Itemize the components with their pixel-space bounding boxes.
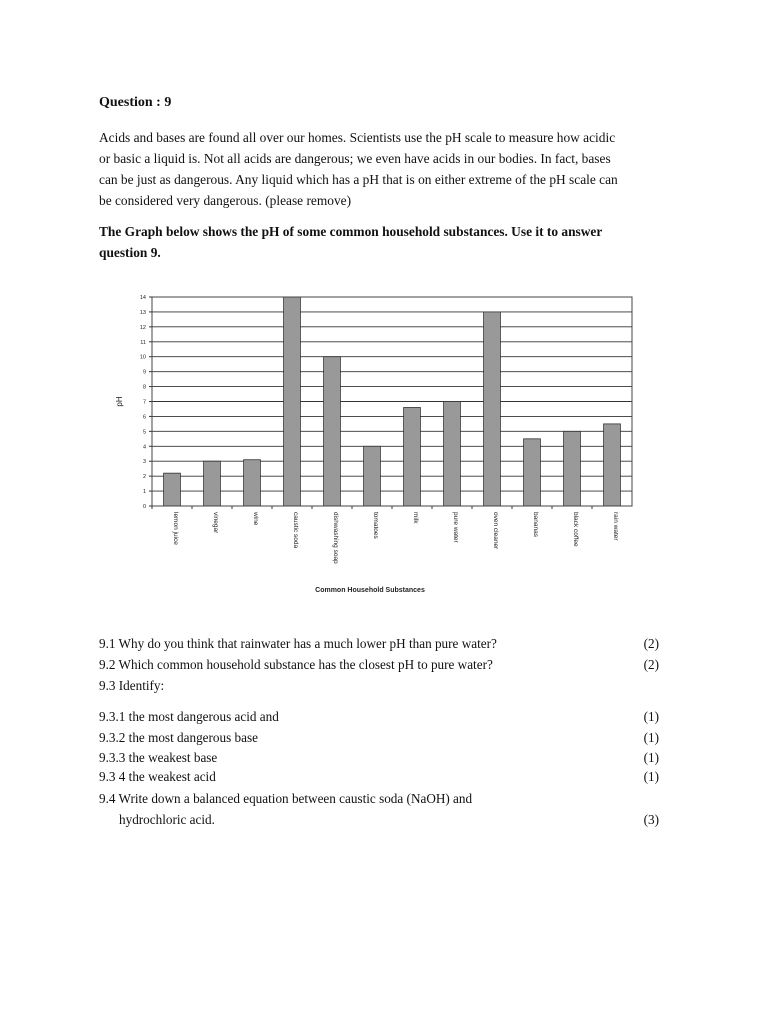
subquestion-text: 9.3 4 the weakest acid — [99, 769, 216, 784]
subquestion-9-3-4 — [99, 767, 659, 787]
subquestion-marks: (2) — [643, 657, 659, 672]
subquestion-9-4-cont — [99, 810, 659, 830]
y-tick-label: 13 — [139, 309, 146, 316]
subquestion-text: 9.4 Write down a balanced equation between caustic soda (NaOH) and — [99, 791, 473, 806]
bar-tomatoes — [364, 446, 381, 506]
graph-instruction-line: question 9. — [99, 245, 161, 260]
x-tick-label: tomatoes — [372, 512, 379, 539]
y-tick-label: 10 — [139, 354, 146, 361]
subquestion-9-3-3 — [99, 748, 659, 768]
bar-wine — [244, 460, 261, 506]
chart-y-ticks — [140, 295, 152, 510]
subquestion-text: 9.3.3 the weakest base — [99, 750, 218, 765]
subquestion-marks: (1) — [643, 730, 659, 745]
bar-dishwashing-soap — [324, 357, 341, 506]
bar-lemon-juice — [164, 473, 181, 506]
bar-oven-cleaner — [484, 312, 501, 506]
bar-milk — [404, 407, 421, 506]
intro-line: or basic a liquid is. Not all acids are dangerous; we even have acids in our bodies. In fact, bases — [99, 151, 611, 166]
subquestion-9-2 — [99, 655, 659, 675]
subquestion-text: 9.2 Which common household substance has the closest pH to pure water? — [99, 657, 493, 672]
y-tick-label: 14 — [139, 295, 146, 301]
y-tick-label: 8 — [142, 384, 146, 391]
ph-bar-chart — [100, 288, 660, 608]
bar-black-coffee — [564, 431, 581, 506]
y-tick-label: 2 — [142, 474, 146, 481]
x-tick-label: black coffee — [572, 512, 579, 547]
intro-line: Acids and bases are found all over our homes. Scientists use the pH scale to measure how acidic — [99, 130, 616, 145]
y-tick-label: 7 — [142, 399, 146, 406]
subquestion-text: 9.1 Why do you think that rainwater has a much lower pH than pure water? — [99, 636, 497, 651]
bar-bananas — [524, 439, 541, 506]
x-tick-label: rain water — [612, 512, 619, 541]
x-tick-label: bananas — [532, 512, 539, 537]
y-tick-label: 12 — [139, 324, 146, 331]
subquestion-text: 9.3.1 the most dangerous acid and — [99, 709, 279, 724]
bar-vinegar — [204, 461, 221, 506]
y-tick-label: 1 — [142, 489, 146, 496]
bar-rain-water — [604, 424, 621, 506]
x-tick-label: pure water — [452, 512, 459, 543]
intro-line: can be just as dangerous. Any liquid which has a pH that is on either extreme of the pH scale can — [99, 172, 618, 187]
chart-x-ticks — [152, 506, 619, 564]
y-tick-label: 4 — [142, 444, 146, 451]
subquestion-9-4 — [99, 789, 659, 809]
x-tick-label: dishwashing soap — [332, 512, 339, 564]
x-tick-label: oven cleaner — [492, 512, 499, 550]
subquestion-marks: (1) — [643, 709, 659, 724]
intro-line: be considered very dangerous. (please remove) — [99, 193, 352, 208]
y-tick-label: 9 — [142, 369, 146, 376]
x-tick-label: vinegar — [212, 512, 219, 534]
subquestion-marks: (2) — [643, 636, 659, 651]
x-tick-label: wine — [252, 512, 259, 526]
subquestion-9-1 — [99, 634, 659, 654]
x-tick-label: caustic soda — [292, 512, 299, 549]
subquestion-text: 9.3 Identify: — [99, 678, 165, 693]
question-title: Question : 9 — [99, 95, 172, 110]
y-tick-label: 11 — [140, 339, 146, 346]
y-tick-label: 5 — [142, 429, 146, 436]
y-tick-label: 0 — [142, 504, 146, 510]
x-tick-label: lemon juice — [172, 512, 179, 545]
subquestion-text: hydrochloric acid. — [119, 812, 215, 827]
graph-instruction-line: The Graph below shows the pH of some common household substances. Use it to answer — [99, 224, 603, 239]
subquestion-marks: (3) — [643, 812, 659, 827]
subquestion-9-3 — [99, 676, 659, 696]
subquestion-9-3-2 — [99, 728, 659, 748]
y-axis-label: pH — [115, 396, 124, 407]
subquestion-9-3-1 — [99, 707, 659, 727]
subquestion-marks: (1) — [643, 769, 659, 784]
x-tick-label: milk — [412, 512, 419, 524]
subquestion-marks: (1) — [643, 750, 659, 765]
chart-gridlines — [152, 297, 632, 506]
intro-paragraph — [99, 127, 679, 211]
graph-instructions — [99, 221, 679, 263]
bar-caustic-soda — [284, 297, 301, 506]
bar-pure-water — [444, 402, 461, 507]
y-tick-label: 6 — [142, 414, 146, 421]
x-axis-label: Common Household Substances — [315, 587, 425, 594]
subquestion-text: 9.3.2 the most dangerous base — [99, 730, 258, 745]
y-tick-label: 3 — [142, 459, 146, 466]
